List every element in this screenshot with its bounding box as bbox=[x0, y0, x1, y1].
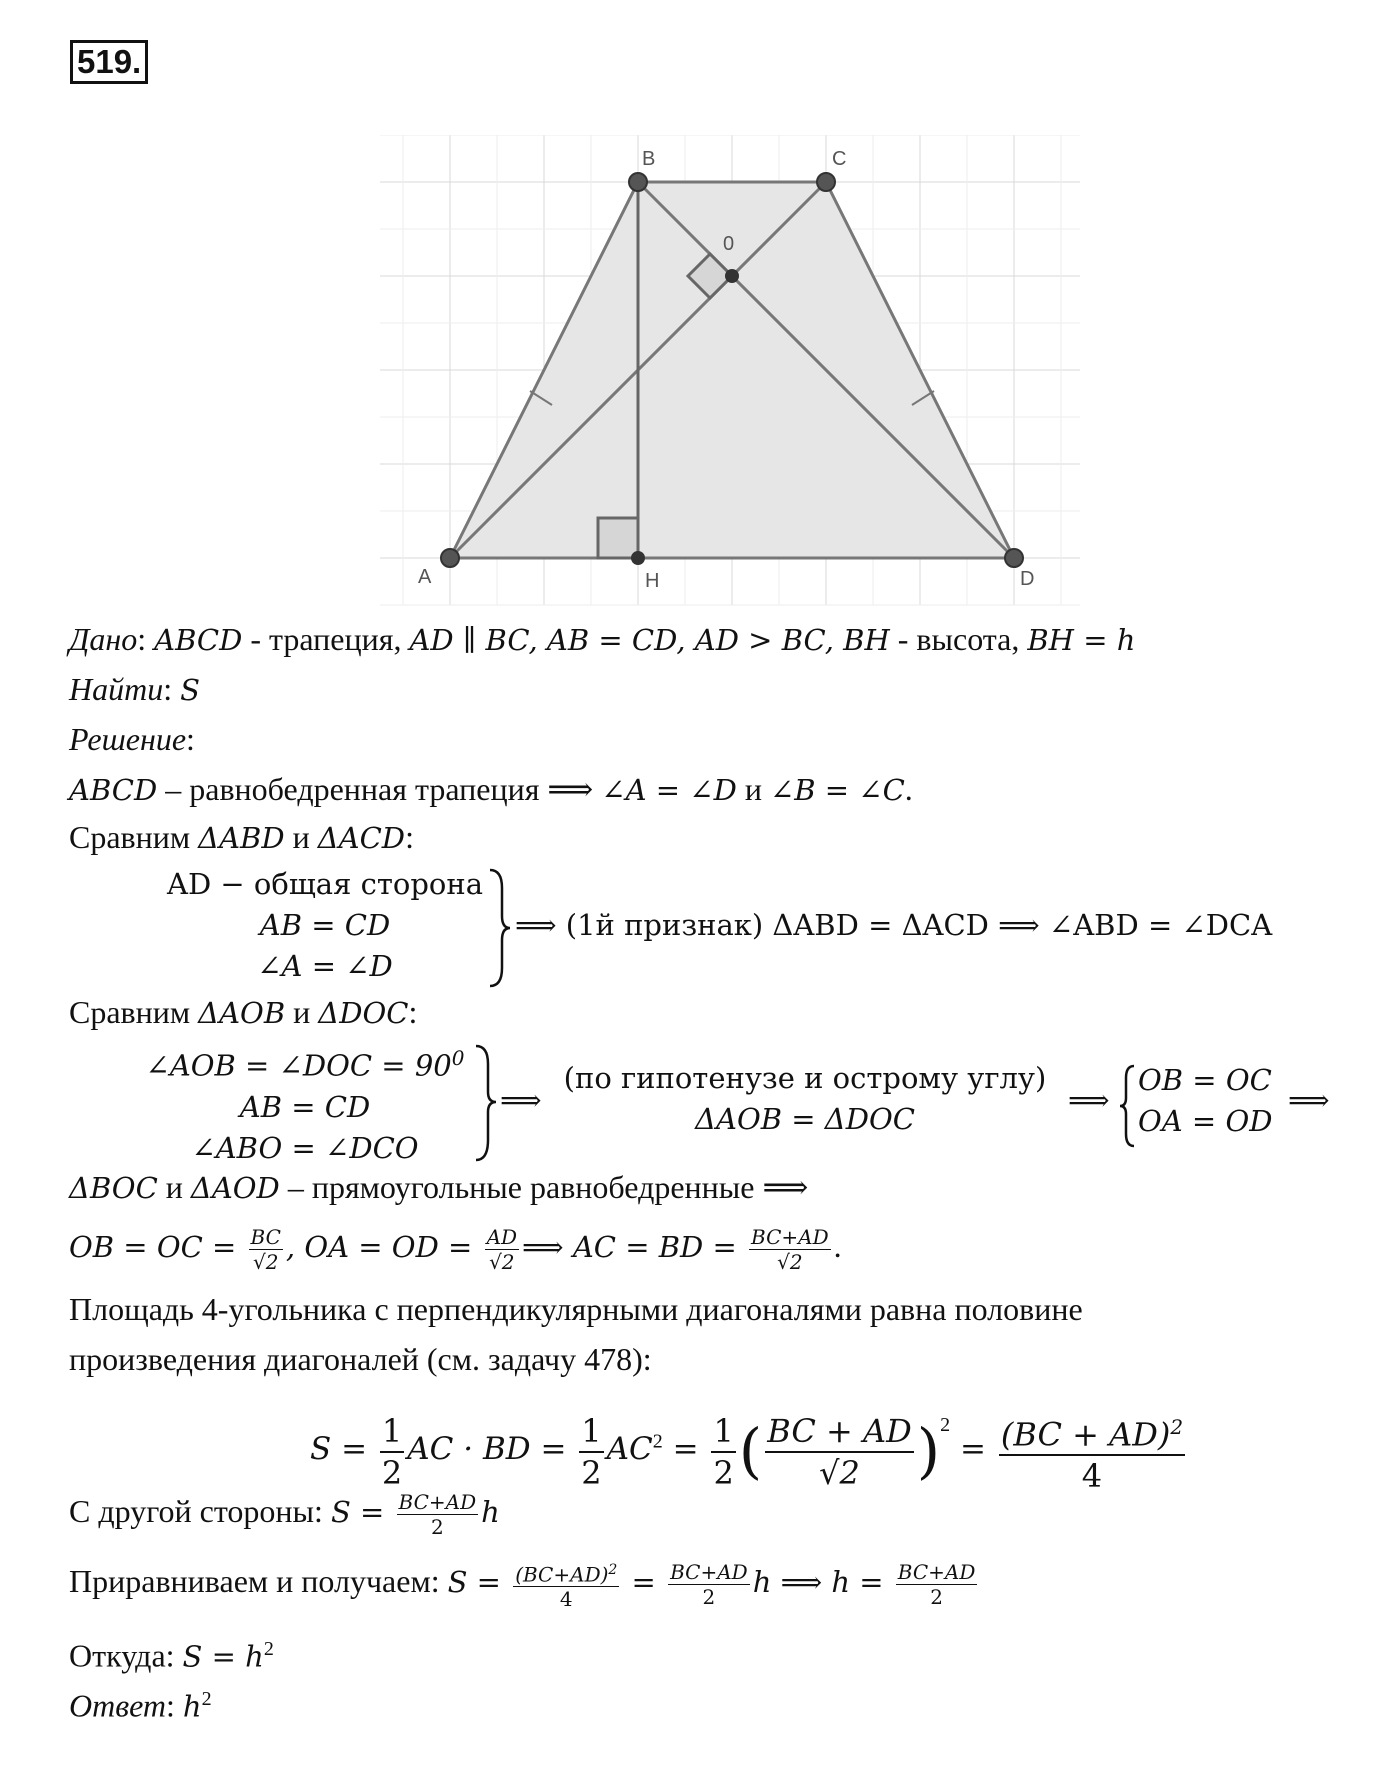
f-bd: √2 bbox=[819, 1453, 860, 1492]
point-o bbox=[725, 269, 739, 283]
lf-f3d: √2 bbox=[777, 1250, 803, 1275]
f-bn: BC + AD bbox=[765, 1411, 914, 1453]
f-h1n: 1 bbox=[380, 1411, 404, 1453]
given-label: Дано bbox=[69, 621, 138, 657]
f-sq: 2 bbox=[652, 1430, 663, 1453]
f-eq: = bbox=[950, 1431, 996, 1467]
group2-system-brace bbox=[1118, 1064, 1136, 1148]
area-text-1: Площадь 4-угольника с перпендикулярными диагоналями равна половине bbox=[69, 1291, 1083, 1327]
l1-e: ∠B = ∠C bbox=[769, 773, 905, 807]
wh-b: S = h bbox=[182, 1639, 264, 1674]
lf-f2d: √2 bbox=[489, 1250, 515, 1275]
c2-d: ΔDOC bbox=[318, 996, 409, 1030]
eq-f3d: 2 bbox=[930, 1585, 943, 1610]
c1-d: ΔACD bbox=[317, 821, 406, 855]
lf-p3: ⟹ AC = BD = bbox=[522, 1230, 747, 1264]
lf-f1n: BC bbox=[250, 1225, 281, 1250]
lf-p2: , OA = OD = bbox=[285, 1230, 482, 1264]
g2-sys1: OB = OC bbox=[1138, 1063, 1272, 1097]
f-h3n: 1 bbox=[711, 1411, 735, 1453]
g2-row1 bbox=[130, 1038, 480, 1087]
g2-row2: AB = CD bbox=[239, 1089, 371, 1124]
os-fn: BC+AD bbox=[398, 1490, 477, 1515]
f-rn-wrap bbox=[999, 1407, 1185, 1457]
c2-c: и bbox=[285, 994, 319, 1030]
given-text-1: - трапеция, bbox=[242, 621, 410, 657]
problem-number: 519. bbox=[70, 40, 148, 84]
find-label: Найти bbox=[69, 671, 164, 707]
find-value: S bbox=[180, 673, 200, 707]
eq-f2d: 2 bbox=[702, 1585, 716, 1610]
fractions-line bbox=[69, 1218, 842, 1275]
area-formula bbox=[310, 1385, 1188, 1496]
group2-brace bbox=[474, 1044, 498, 1162]
f-h2d: 2 bbox=[581, 1453, 602, 1492]
l1-d: и bbox=[736, 771, 770, 807]
frac-ad-root2 bbox=[485, 1225, 519, 1274]
lf-p1: OB = OC = bbox=[69, 1230, 246, 1264]
c2-e: : bbox=[408, 994, 418, 1030]
point-b bbox=[629, 173, 647, 191]
eq-b: S = bbox=[447, 1565, 511, 1599]
eq-frac2 bbox=[668, 1560, 750, 1609]
given-line: Дано: ABCD - трапеция, AD ∥ BC, AB = CD, AD > BC, BH - высота, BH = h bbox=[69, 621, 1136, 657]
f-t3: = bbox=[662, 1431, 709, 1467]
given-conditions: AD ∥ BC, AB = CD, AD > BC, BH bbox=[409, 623, 890, 657]
label-a: A bbox=[418, 566, 432, 588]
g2-mid2: ΔAOB = ΔDOC bbox=[695, 1102, 915, 1136]
c1-e: : bbox=[405, 819, 414, 855]
find-line: Найти: S bbox=[69, 671, 200, 707]
g1-row3: ∠A = ∠D bbox=[257, 949, 393, 983]
c1-a: Сравним bbox=[69, 819, 199, 855]
frac-sum-root2 bbox=[749, 1225, 831, 1274]
os-c: h bbox=[481, 1495, 500, 1529]
li-c: ΔAOD bbox=[190, 1171, 280, 1205]
answer-label: Ответ bbox=[69, 1687, 166, 1724]
group1-brace bbox=[488, 868, 512, 988]
solution-label-line: Решение: bbox=[69, 721, 195, 757]
li-d: – прямоугольные равнобедренные ⟹ bbox=[279, 1169, 809, 1205]
point-h bbox=[631, 551, 645, 565]
given-height: BH = h bbox=[1027, 623, 1136, 657]
g2-mid1: (по гипотенузе и острому углу) bbox=[563, 1061, 1047, 1095]
f-half-1 bbox=[380, 1411, 404, 1493]
given-figure: ABCD bbox=[154, 623, 243, 657]
f-half-2 bbox=[579, 1411, 603, 1493]
answer-sq: 2 bbox=[201, 1688, 212, 1710]
lf-f1d: √2 bbox=[252, 1250, 279, 1275]
eq-f1n-wrap bbox=[513, 1558, 619, 1588]
group2-conditions bbox=[130, 1038, 480, 1169]
group1-result: ⟹ (1й признак) ΔABD = ΔACD ⟹ ∠ABD = ∠DCA bbox=[515, 908, 1273, 942]
point-d bbox=[1005, 549, 1023, 567]
f-lparen: ( bbox=[738, 1416, 763, 1487]
eq-f1d: 4 bbox=[559, 1587, 573, 1612]
f-h2n: 1 bbox=[579, 1411, 603, 1453]
solution-label: Решение bbox=[69, 721, 187, 757]
f-h3d: 2 bbox=[713, 1453, 734, 1492]
eq-a: Приравниваем и получаем: bbox=[69, 1563, 448, 1599]
g2-sys2: OA = OD bbox=[1138, 1104, 1273, 1138]
group2-middle bbox=[545, 1058, 1065, 1140]
f-s: S = bbox=[310, 1431, 377, 1467]
lf-f3n: BC+AD bbox=[751, 1225, 829, 1250]
eq-f2n: BC+AD bbox=[670, 1560, 748, 1585]
g1-row1: AD − общая сторона bbox=[167, 867, 483, 901]
g2-row1-text: ∠AOB = ∠DOC = 90 bbox=[145, 1048, 452, 1083]
g2-arrow3: ⟹ bbox=[1288, 1083, 1330, 1117]
l1-b: – равнобедренная трапеция ⟹ bbox=[157, 771, 602, 807]
os-frac bbox=[397, 1490, 479, 1539]
other-side-line bbox=[69, 1483, 500, 1540]
label-d: D bbox=[1020, 568, 1035, 590]
os-a: С другой стороны: bbox=[69, 1493, 331, 1529]
f-t1: AC · BD = bbox=[407, 1431, 577, 1467]
group1-conditions bbox=[155, 864, 495, 987]
f-t2: AC bbox=[606, 1431, 653, 1467]
label-c: C bbox=[832, 148, 847, 170]
g1-row2: AB = CD bbox=[259, 908, 391, 942]
g2-arrow2: ⟹ bbox=[1068, 1083, 1110, 1117]
f-rparen: ) bbox=[916, 1416, 941, 1487]
given-text-2: - высота, bbox=[889, 621, 1028, 657]
wh-a: Откуда: bbox=[69, 1637, 183, 1674]
label-o: 0 bbox=[723, 233, 735, 255]
point-c bbox=[817, 173, 835, 191]
eq-d: h ⟹ h = bbox=[752, 1565, 893, 1599]
g2-row1-sup: 0 bbox=[451, 1046, 465, 1070]
f-rd: 4 bbox=[1081, 1457, 1103, 1496]
g2-arrow1: ⟹ bbox=[500, 1083, 542, 1117]
f-half-3 bbox=[711, 1411, 735, 1493]
trapezoid-figure bbox=[380, 135, 1080, 615]
answer-value: h bbox=[182, 1689, 202, 1724]
f-rn: (BC + AD) bbox=[1000, 1415, 1171, 1454]
isosceles-right-line bbox=[69, 1168, 808, 1207]
compare2-line bbox=[69, 993, 417, 1032]
f-result-frac bbox=[999, 1407, 1185, 1497]
eq-frac1 bbox=[513, 1558, 619, 1612]
eq-f1n: (BC+AD) bbox=[515, 1562, 609, 1587]
l1-c: ∠A = ∠D bbox=[601, 773, 737, 807]
compare1-line bbox=[69, 818, 414, 857]
l1-a: ABCD bbox=[69, 773, 158, 807]
li-b: и bbox=[157, 1169, 191, 1205]
point-a bbox=[441, 549, 459, 567]
frac-bc-root2 bbox=[249, 1225, 283, 1274]
label-b: B bbox=[642, 148, 656, 170]
g2-row3: ∠ABO = ∠DCO bbox=[191, 1130, 419, 1165]
eq-f1sq: 2 bbox=[608, 1561, 618, 1578]
c2-b: ΔAOB bbox=[198, 996, 286, 1030]
c1-b: ΔABD bbox=[198, 821, 285, 855]
whence-line bbox=[69, 1630, 274, 1676]
equate-line bbox=[69, 1553, 980, 1611]
wh-sq: 2 bbox=[263, 1638, 274, 1660]
c1-c: и bbox=[284, 819, 318, 855]
f-h1d: 2 bbox=[381, 1453, 403, 1492]
group2-system bbox=[1138, 1060, 1272, 1142]
eq-f3n: BC+AD bbox=[897, 1560, 976, 1585]
label-h: H bbox=[645, 570, 660, 592]
os-b: S = bbox=[330, 1495, 394, 1529]
li-a: ΔBOC bbox=[69, 1171, 158, 1205]
eq-frac3 bbox=[896, 1560, 978, 1609]
lf-f2n: AD bbox=[486, 1225, 518, 1250]
lf-p4: . bbox=[833, 1228, 842, 1264]
os-fd: 2 bbox=[430, 1515, 444, 1540]
f-inner-frac bbox=[765, 1411, 914, 1493]
right-angle-h bbox=[598, 518, 638, 558]
area-text-2: произведения диагоналей (см. задачу 478): bbox=[69, 1341, 652, 1377]
answer-line: Ответ: $h^2$ bbox=[69, 1687, 212, 1724]
isosceles-line bbox=[69, 770, 913, 809]
f-rsq: 2 bbox=[1170, 1414, 1184, 1439]
eq-c: = bbox=[622, 1565, 666, 1599]
f-outer-sq: 2 bbox=[940, 1414, 951, 1436]
c2-a: Сравним bbox=[69, 994, 199, 1030]
l1-f: . bbox=[904, 771, 913, 807]
